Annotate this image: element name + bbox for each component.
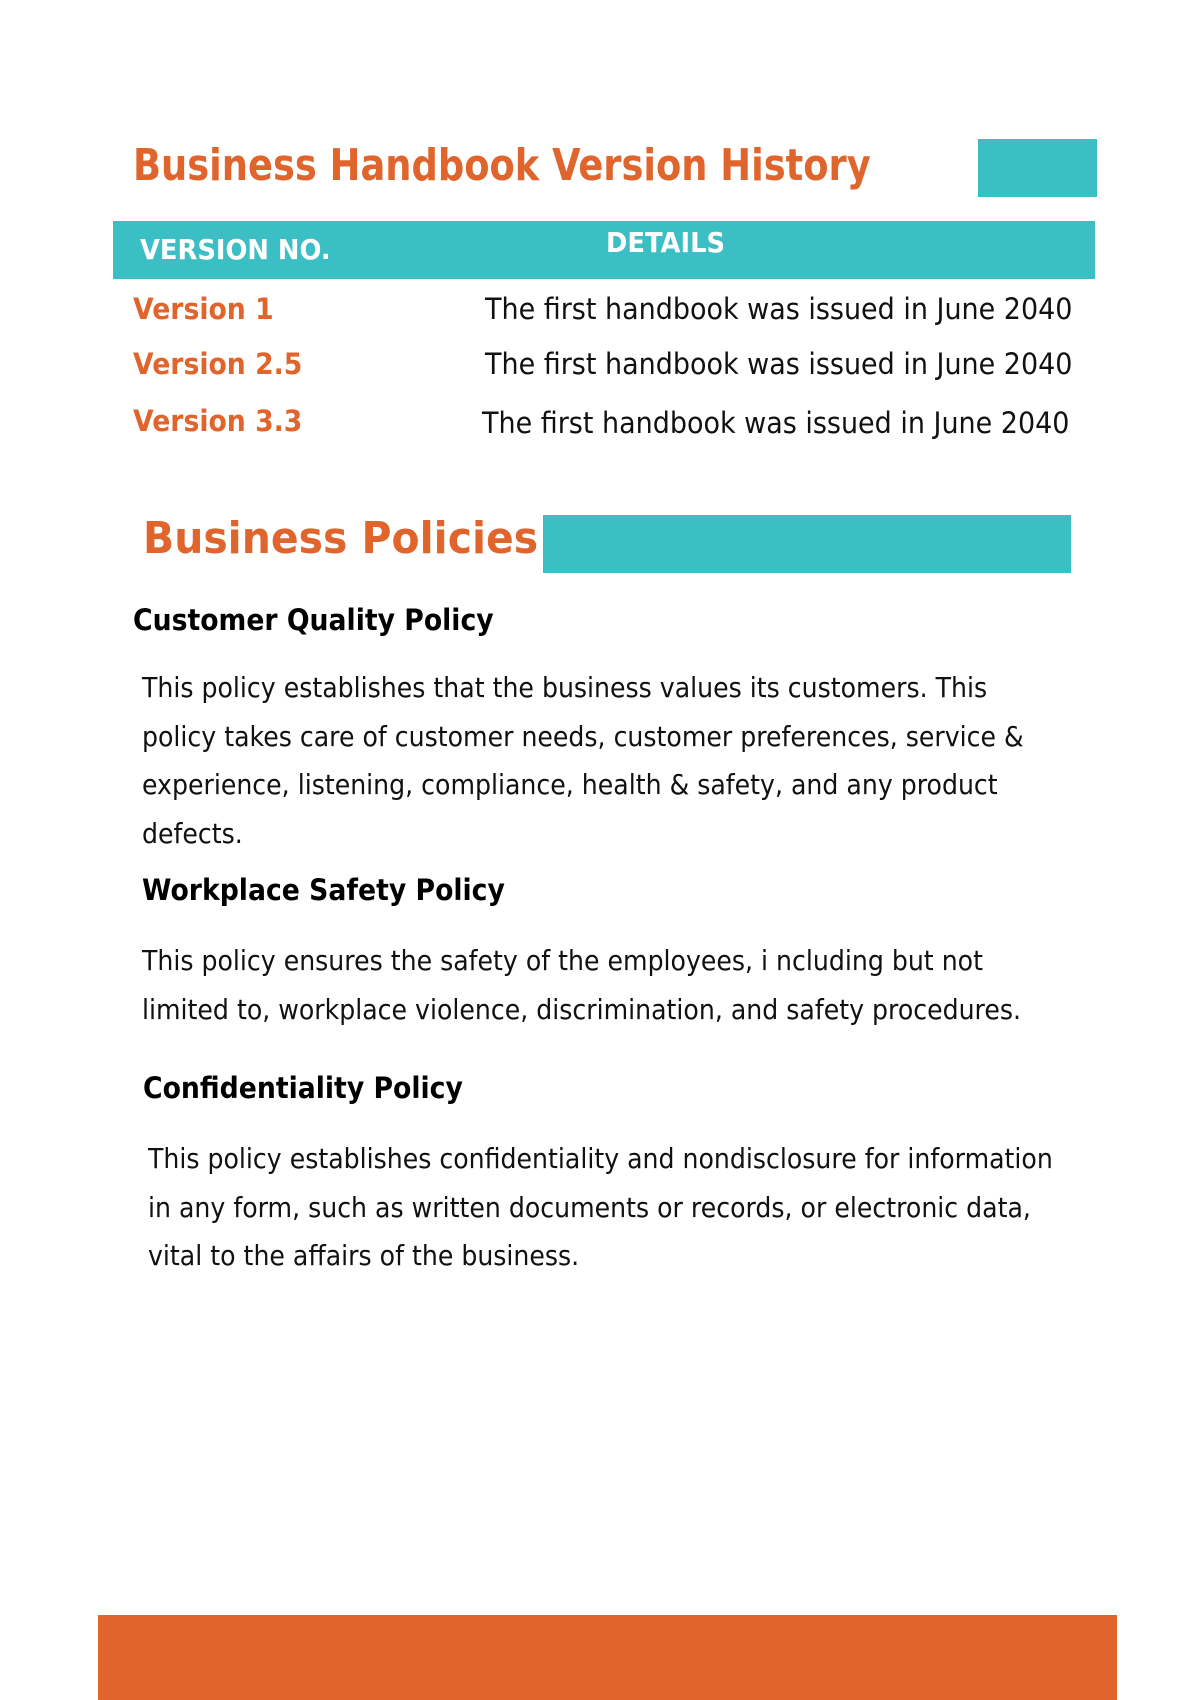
policies-title: Business Policies xyxy=(143,513,539,564)
policy-heading-confidentiality: Confidentiality Policy xyxy=(143,1071,463,1105)
policy-text-confidentiality xyxy=(148,1135,1053,1281)
details-cell: The first handbook was issued in June 2040 xyxy=(485,347,1073,381)
footer-accent-bar xyxy=(98,1615,1117,1700)
details-cell: The first handbook was issued in June 2040 xyxy=(485,292,1073,326)
column-header-details: DETAILS xyxy=(606,226,726,259)
policy-line: defects. xyxy=(142,816,243,850)
policy-line: policy takes care of customer needs, customer preferences, service & xyxy=(142,719,1024,753)
policy-heading-workplace-safety: Workplace Safety Policy xyxy=(142,873,505,907)
policy-line: This policy establishes confidentiality and nondisclosure for information xyxy=(148,1142,1053,1175)
version-cell: Version 1 xyxy=(133,292,274,326)
policy-line: limited to, workplace violence, discrimination, and safety procedures. xyxy=(142,992,1022,1026)
policies-accent-bar xyxy=(543,515,1071,573)
policy-line: experience, listening, compliance, health & safety, and any product xyxy=(142,768,998,801)
version-cell: Version 2.5 xyxy=(133,347,303,381)
details-cell: The first handbook was issued in June 2040 xyxy=(482,406,1070,440)
policy-line: This policy establishes that the business values its customers. This xyxy=(142,671,988,704)
title-accent-block xyxy=(978,139,1097,197)
policy-text-workplace-safety xyxy=(142,937,1021,1034)
policy-text-customer-quality xyxy=(142,664,1024,858)
version-cell: Version 3.3 xyxy=(133,404,303,438)
version-history-title: Business Handbook Version History xyxy=(133,140,871,191)
policy-line: vital to the affairs of the business. xyxy=(148,1239,580,1272)
column-header-version: VERSION NO. xyxy=(140,233,331,266)
policy-line: This policy ensures the safety of the employees, i ncluding but not xyxy=(142,944,983,977)
policy-heading-customer-quality: Customer Quality Policy xyxy=(133,603,494,637)
policy-line: in any form, such as written documents or records, or electronic data, xyxy=(148,1190,1031,1224)
